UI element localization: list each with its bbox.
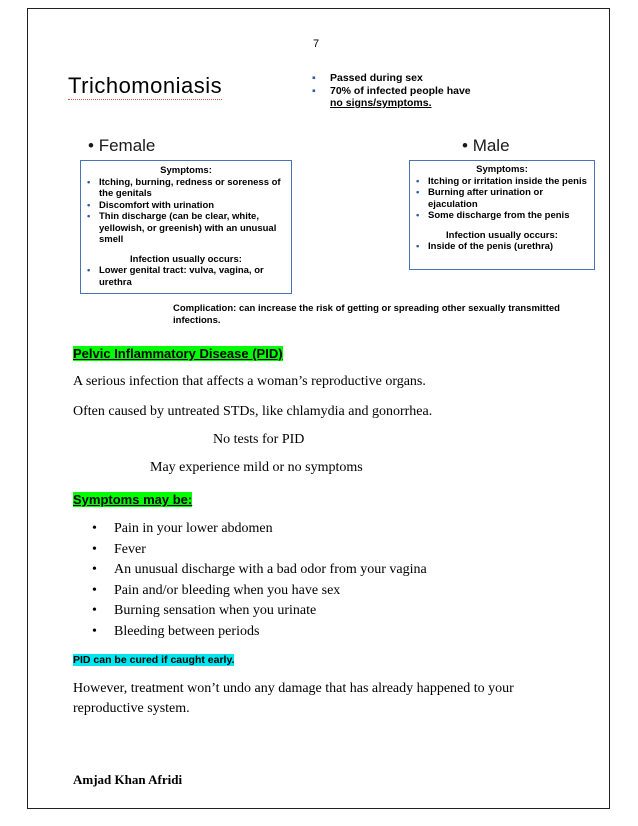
bullet-icon: • — [87, 199, 91, 211]
female-symptoms-heading: Symptoms: — [160, 165, 212, 176]
male-symptoms-box — [409, 160, 595, 270]
male-infection-heading: Infection usually occurs: — [446, 229, 558, 241]
bullet-icon: • — [416, 210, 420, 221]
list-item: • Itching, burning, redness or soreness of the genitals — [87, 176, 281, 199]
bullet-icon: • — [416, 175, 420, 187]
bullet-icon: • — [416, 187, 420, 198]
fact-item: ▪ 70% of infected people have no signs/symptoms. — [312, 84, 471, 109]
pid-symptoms-list — [92, 519, 427, 642]
female-infection-list — [87, 265, 285, 288]
bullet-icon: • — [92, 623, 97, 639]
complication-note: Complication: can increase the risk of getting or spreading other sexually transmitted infections. — [173, 303, 560, 326]
list-item: • Burning sensation when you urinate — [92, 601, 427, 622]
list-item: • Pain and/or bleeding when you have sex — [92, 581, 427, 602]
male-symptoms-heading: Symptoms: — [476, 164, 528, 175]
bullet-icon: • — [87, 211, 91, 222]
female-infection-heading: Infection usually occurs: — [130, 253, 242, 265]
pid-section-title: Pelvic Inflammatory Disease (PID) — [73, 346, 283, 361]
bullet-icon: • — [92, 603, 97, 618]
pid-paragraph-2: Often caused by untreated STDs, like chlamydia and gonorrhea. — [73, 404, 433, 419]
page-number: 7 — [313, 38, 320, 50]
bullet-icon: • — [92, 541, 97, 557]
pid-paragraph-3: No tests for PID — [213, 432, 305, 447]
list-item: • Pain in your lower abdomen — [92, 519, 427, 540]
male-heading: • Male — [462, 136, 510, 155]
pid-symptoms-title: Symptoms may be: — [73, 492, 193, 507]
list-item: • Burning after urination or ejaculation — [416, 187, 544, 210]
list-item: • Thin discharge (can be clear, white, yellowish, or greenish) with an unusual smell — [87, 211, 277, 245]
list-item: • Itching or irritation inside the penis — [416, 175, 587, 187]
bullet-icon: • — [416, 241, 420, 252]
female-symptoms-box — [80, 160, 292, 294]
bullet-icon: • — [92, 562, 97, 577]
slide-facts-list — [312, 72, 471, 110]
list-item: • Some discharge from the penis — [416, 210, 570, 221]
bullet-icon: ▪ — [312, 84, 316, 97]
female-symptoms-list — [87, 177, 285, 246]
pid-cure-note: PID can be cured if caught early. — [73, 654, 235, 666]
list-item: • Discomfort with urination — [87, 199, 215, 211]
trichomoniasis-slide — [60, 60, 600, 332]
pid-paragraph-4: May experience mild or no symptoms — [150, 460, 363, 475]
pid-paragraph-1: A serious infection that affects a woman’s reproductive organs. — [73, 374, 426, 389]
fact-underlined-text: no signs/symptoms. — [330, 97, 432, 109]
slide-title: Trichomoniasis — [68, 74, 222, 100]
bullet-icon: • — [87, 265, 91, 276]
pid-paragraph-5: However, treatment won’t undo any damage that has already happened to your reproductive system. — [73, 681, 514, 716]
list-item: • Inside of the penis (urethra) — [416, 241, 554, 252]
fact-item: ▪ Passed during sex — [312, 72, 423, 84]
female-heading: • Female — [88, 136, 156, 155]
bullet-icon: • — [92, 521, 97, 536]
male-infection-list — [416, 241, 588, 253]
list-item: • Fever — [92, 540, 427, 561]
bullet-icon: • — [92, 582, 97, 598]
list-item: • Lower genital tract: vulva, vagina, or urethra — [87, 265, 264, 288]
list-item: • Bleeding between periods — [92, 622, 427, 643]
list-item: • An unusual discharge with a bad odor from your vagina — [92, 560, 427, 581]
bullet-icon: • — [87, 176, 91, 188]
male-symptoms-list — [416, 176, 588, 222]
bullet-icon: ▪ — [312, 72, 316, 84]
footer-author: Amjad Khan Afridi — [73, 772, 183, 787]
